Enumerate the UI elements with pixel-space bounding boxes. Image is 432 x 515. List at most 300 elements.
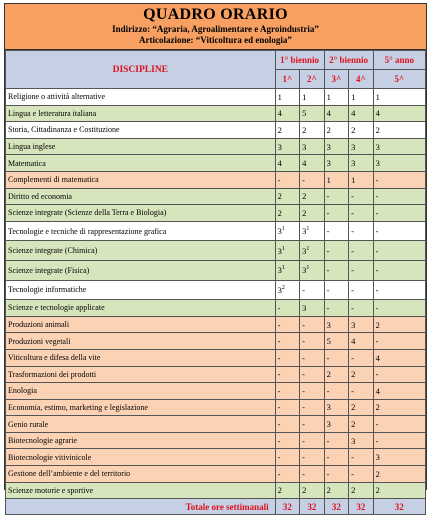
anno5-header: 5° anno xyxy=(373,51,425,70)
hours-value: - xyxy=(351,302,354,313)
discipline-name: Tecnologie e tecniche di rappresentazione grafica xyxy=(6,221,276,241)
hours-value: - xyxy=(326,207,330,218)
total-row xyxy=(6,499,426,515)
hours-cell xyxy=(373,432,425,449)
hours-value: 2 xyxy=(302,124,307,135)
hours-value: - xyxy=(277,402,281,413)
hours-value: 1 xyxy=(326,174,331,185)
hours-value: 4 xyxy=(302,158,307,169)
hours-cell xyxy=(275,432,300,449)
hours-cell xyxy=(349,432,374,449)
table-row xyxy=(6,138,426,155)
hours-value: 3 xyxy=(326,158,331,169)
hours-cell xyxy=(300,280,325,300)
hours-cell xyxy=(373,349,425,366)
hours-cell xyxy=(349,205,374,222)
table-row xyxy=(6,366,426,383)
table-row xyxy=(6,221,426,241)
hours-value: 2 xyxy=(302,485,307,496)
discipline-name: Scienze integrate (Fisica) xyxy=(6,260,276,280)
discipline-name: Diritto ed economia xyxy=(6,188,276,205)
hours-cell xyxy=(275,105,300,122)
hours-cell xyxy=(300,138,325,155)
discipline-name: Produzioni vegetali xyxy=(6,333,276,350)
hours-cell xyxy=(373,416,425,433)
hours-value: 4 xyxy=(351,108,356,119)
hours-cell xyxy=(300,349,325,366)
hours-cell xyxy=(300,188,325,205)
hours-cell xyxy=(324,399,349,416)
footnote-marker: 1 xyxy=(281,265,285,272)
hours-cell xyxy=(349,366,374,383)
hours-value: 1 xyxy=(351,174,356,185)
hours-cell xyxy=(300,221,325,241)
discipline-name: Viticoltura e difesa della vite xyxy=(6,349,276,366)
table-row xyxy=(6,300,426,317)
hours-cell xyxy=(275,171,300,188)
hours-value: - xyxy=(326,302,330,313)
table-row xyxy=(6,482,426,499)
hours-cell xyxy=(275,482,300,499)
hours-value: 3 xyxy=(351,435,356,446)
hours-value: 3 xyxy=(326,319,331,330)
hours-value: - xyxy=(326,191,330,202)
hours-value: 3 xyxy=(302,245,307,256)
total-year-3: 32 xyxy=(324,499,349,515)
hours-value: 2 xyxy=(326,369,331,380)
hours-value: - xyxy=(351,226,354,237)
hours-cell xyxy=(324,333,349,350)
hours-cell xyxy=(373,316,425,333)
hours-value: 2 xyxy=(302,207,307,218)
hours-cell xyxy=(349,300,374,317)
hours-cell xyxy=(324,482,349,499)
discipline-name: Scienze integrate (Chimica) xyxy=(6,241,276,261)
year-5-header: 5^ xyxy=(373,70,425,89)
hours-value: - xyxy=(302,319,305,330)
footnote-marker: 2 xyxy=(281,285,285,291)
hours-value: - xyxy=(351,352,354,363)
hours-value: 5 xyxy=(326,336,331,347)
hours-value: - xyxy=(351,385,354,396)
hours-value: - xyxy=(302,174,305,185)
hours-cell xyxy=(373,366,425,383)
table-header-banner xyxy=(5,4,426,50)
hours-value: 3 xyxy=(351,319,356,330)
discipline-name: Biotecnologie vitivinicole xyxy=(6,449,276,466)
hours-value: 4 xyxy=(351,336,356,347)
hours-cell xyxy=(373,89,425,106)
hours-value: 2 xyxy=(277,207,282,218)
hours-value: - xyxy=(326,284,330,295)
hours-cell xyxy=(349,449,374,466)
hours-cell xyxy=(373,260,425,280)
hours-value: 5 xyxy=(302,108,307,119)
hours-cell xyxy=(349,482,374,499)
hours-value: - xyxy=(277,352,281,363)
hours-value: 4 xyxy=(277,108,282,119)
hours-cell xyxy=(300,366,325,383)
hours-cell xyxy=(275,241,300,261)
hours-value: - xyxy=(351,468,354,479)
hours-cell xyxy=(275,122,300,139)
total-year-2: 32 xyxy=(300,499,325,515)
hours-value: 1 xyxy=(326,91,331,102)
hours-value: - xyxy=(302,385,305,396)
hours-value: - xyxy=(277,302,281,313)
hours-value: 3 xyxy=(277,245,282,256)
hours-cell xyxy=(300,300,325,317)
table-row xyxy=(6,188,426,205)
discipline-name: Trasformazioni dei prodotti xyxy=(6,366,276,383)
hours-value: - xyxy=(326,245,330,256)
hours-cell xyxy=(300,171,325,188)
hours-cell xyxy=(373,466,425,483)
hours-cell xyxy=(275,416,300,433)
hours-value: - xyxy=(351,452,354,463)
hours-value: - xyxy=(351,284,354,295)
hours-value: - xyxy=(326,468,330,479)
hours-cell xyxy=(349,105,374,122)
discipline-name: Lingua e letteratura italiana xyxy=(6,105,276,122)
discipline-name: Complementi di matematica xyxy=(6,171,276,188)
hours-value: 3 xyxy=(277,284,282,295)
hours-cell xyxy=(349,383,374,400)
hours-cell xyxy=(324,122,349,139)
discipline-name: Religione o attività alternative xyxy=(6,89,276,106)
hours-value: - xyxy=(302,452,305,463)
table-row xyxy=(6,349,426,366)
table-row xyxy=(6,105,426,122)
table-row xyxy=(6,280,426,300)
hours-cell xyxy=(349,399,374,416)
hours-cell xyxy=(300,432,325,449)
hours-value: - xyxy=(326,226,330,237)
table-row xyxy=(6,171,426,188)
hours-value: - xyxy=(277,174,281,185)
hours-cell xyxy=(275,333,300,350)
hours-value: 3 xyxy=(302,265,307,276)
year-1-header: 1^ xyxy=(275,70,300,89)
hours-value: - xyxy=(375,207,379,218)
hours-cell xyxy=(373,221,425,241)
hours-cell xyxy=(324,260,349,280)
hours-cell xyxy=(324,366,349,383)
hours-value: - xyxy=(302,336,305,347)
hours-value: - xyxy=(351,207,354,218)
hours-cell xyxy=(349,416,374,433)
table-row xyxy=(6,333,426,350)
hours-value: - xyxy=(326,352,330,363)
hours-cell xyxy=(300,383,325,400)
hours-cell xyxy=(373,482,425,499)
hours-cell xyxy=(324,449,349,466)
discipline-name: Scienze e tecnologie applicate xyxy=(6,300,276,317)
hours-value: 2 xyxy=(277,191,282,202)
footnote-marker: 1 xyxy=(306,226,310,233)
year-3-header: 3^ xyxy=(324,70,349,89)
hours-value: - xyxy=(375,174,379,185)
hours-cell xyxy=(373,241,425,261)
hours-value: 3 xyxy=(326,402,331,413)
hours-cell xyxy=(373,205,425,222)
hours-value: 3 xyxy=(277,226,282,237)
hours-cell xyxy=(373,280,425,300)
hours-value: - xyxy=(302,419,305,430)
footnote-marker: 1 xyxy=(306,245,310,252)
hours-cell xyxy=(373,399,425,416)
hours-cell xyxy=(349,89,374,106)
hours-value: 2 xyxy=(302,191,307,202)
hours-cell xyxy=(300,260,325,280)
hours-cell xyxy=(349,260,374,280)
hours-value: 2 xyxy=(351,419,356,430)
hours-cell xyxy=(300,466,325,483)
table-row xyxy=(6,466,426,483)
table-row xyxy=(6,122,426,139)
hours-value: 3 xyxy=(277,141,282,152)
total-label: Totale ore settimanali xyxy=(6,499,276,515)
hours-value: - xyxy=(375,302,379,313)
table-row xyxy=(6,205,426,222)
table-row xyxy=(6,449,426,466)
hours-value: - xyxy=(277,369,281,380)
indirizzo-line: Indirizzo: “Agraria, Agroalimentare e Agroindustria” xyxy=(112,24,319,34)
hours-cell xyxy=(324,171,349,188)
hours-value: - xyxy=(302,284,305,295)
hours-cell xyxy=(275,466,300,483)
hours-value: - xyxy=(375,435,379,446)
hours-value: 1 xyxy=(375,91,380,102)
hours-cell xyxy=(300,482,325,499)
hours-value: 3 xyxy=(326,419,331,430)
hours-cell xyxy=(324,349,349,366)
hours-value: - xyxy=(326,452,330,463)
hours-value: 3 xyxy=(375,141,380,152)
hours-cell xyxy=(349,122,374,139)
hours-cell xyxy=(275,260,300,280)
discipline-name: Tecnologie informatiche xyxy=(6,280,276,300)
hours-cell xyxy=(275,300,300,317)
hours-value: - xyxy=(302,352,305,363)
hours-cell xyxy=(349,349,374,366)
hours-cell xyxy=(349,280,374,300)
hours-cell xyxy=(324,316,349,333)
hours-value: 3 xyxy=(375,452,380,463)
table-row xyxy=(6,383,426,400)
hours-cell xyxy=(300,89,325,106)
hours-value: 2 xyxy=(326,485,331,496)
discipline-name: Gestione dell’ambiente e del territorio xyxy=(6,466,276,483)
hours-value: 3 xyxy=(351,158,356,169)
hours-cell xyxy=(324,300,349,317)
hours-value: 3 xyxy=(302,302,307,313)
hours-cell xyxy=(275,366,300,383)
table-row xyxy=(6,155,426,172)
total-year-1: 32 xyxy=(275,499,300,515)
hours-cell xyxy=(324,383,349,400)
hours-cell xyxy=(324,416,349,433)
hours-cell xyxy=(373,383,425,400)
hours-value: - xyxy=(375,284,379,295)
year-2-header: 2^ xyxy=(300,70,325,89)
hours-value: - xyxy=(302,435,305,446)
hours-value: - xyxy=(277,452,281,463)
hours-value: - xyxy=(351,245,354,256)
hours-value: - xyxy=(351,265,354,276)
hours-value: 3 xyxy=(302,226,307,237)
hours-cell xyxy=(349,138,374,155)
hours-cell xyxy=(349,188,374,205)
hours-cell xyxy=(275,188,300,205)
hours-value: 1 xyxy=(351,91,356,102)
hours-value: - xyxy=(375,191,379,202)
hours-value: - xyxy=(302,402,305,413)
hours-value: 4 xyxy=(277,158,282,169)
hours-cell xyxy=(349,221,374,241)
hours-cell xyxy=(300,316,325,333)
schedule-table-frame xyxy=(4,3,427,512)
hours-value: 2 xyxy=(351,124,356,135)
hours-cell xyxy=(324,432,349,449)
table-row xyxy=(6,89,426,106)
schedule-body xyxy=(6,89,426,499)
hours-value: 2 xyxy=(326,124,331,135)
hours-value: 3 xyxy=(375,158,380,169)
hours-cell xyxy=(300,122,325,139)
discipline-name: Matematica xyxy=(6,155,276,172)
hours-value: 1 xyxy=(302,91,307,102)
total-year-4: 32 xyxy=(349,499,374,515)
hours-value: 2 xyxy=(375,468,380,479)
hours-cell xyxy=(324,89,349,106)
hours-value: - xyxy=(375,336,379,347)
hours-cell xyxy=(300,155,325,172)
discipline-name: Economia, estimo, marketing e legislazione xyxy=(6,399,276,416)
hours-cell xyxy=(275,155,300,172)
hours-value: 2 xyxy=(277,485,282,496)
hours-value: - xyxy=(326,385,330,396)
discipline-name: Scienze motorie e sportive xyxy=(6,482,276,499)
hours-value: - xyxy=(302,468,305,479)
hours-cell xyxy=(275,383,300,400)
column-group-header-row xyxy=(6,51,426,70)
discipline-name: Storia, Cittadinanza e Costituzione xyxy=(6,122,276,139)
hours-cell xyxy=(275,316,300,333)
hours-value: 2 xyxy=(375,124,380,135)
hours-cell xyxy=(324,241,349,261)
hours-cell xyxy=(349,333,374,350)
discipline-column-header: DISCIPLINE xyxy=(6,51,276,89)
hours-cell xyxy=(349,466,374,483)
hours-value: 2 xyxy=(277,124,282,135)
hours-cell xyxy=(373,138,425,155)
hours-value: - xyxy=(277,336,281,347)
hours-cell xyxy=(324,105,349,122)
hours-cell xyxy=(300,205,325,222)
hours-value: 4 xyxy=(375,352,380,363)
hours-value: 4 xyxy=(375,108,380,119)
hours-cell xyxy=(373,105,425,122)
hours-cell xyxy=(275,349,300,366)
hours-cell xyxy=(300,449,325,466)
hours-cell xyxy=(373,171,425,188)
total-year-5: 32 xyxy=(373,499,425,515)
hours-cell xyxy=(373,155,425,172)
hours-cell xyxy=(300,399,325,416)
hours-cell xyxy=(324,205,349,222)
articolazione-line: Articolazione: “Viticoltura ed enologia” xyxy=(139,35,292,45)
footnote-marker: 1 xyxy=(281,245,285,252)
table-row xyxy=(6,432,426,449)
hours-cell xyxy=(324,280,349,300)
hours-cell xyxy=(373,300,425,317)
hours-value: 2 xyxy=(351,402,356,413)
hours-cell xyxy=(275,449,300,466)
discipline-name: Lingua inglese xyxy=(6,138,276,155)
hours-value: 2 xyxy=(351,369,356,380)
hours-cell xyxy=(349,316,374,333)
biennio1-header: 1° biennio xyxy=(275,51,324,70)
discipline-name: Biotecnologie agrarie xyxy=(6,432,276,449)
hours-value: - xyxy=(326,265,330,276)
hours-value: 2 xyxy=(375,402,380,413)
hours-cell xyxy=(324,155,349,172)
page-title: QUADRO ORARIO xyxy=(143,6,288,23)
hours-value: - xyxy=(375,226,379,237)
hours-value: - xyxy=(277,419,281,430)
table-row xyxy=(6,399,426,416)
biennio2-header: 2° biennio xyxy=(324,51,373,70)
footnote-marker: 1 xyxy=(281,226,285,233)
table-row xyxy=(6,416,426,433)
footnote-marker: 1 xyxy=(306,265,310,272)
hours-cell xyxy=(373,188,425,205)
hours-cell xyxy=(349,155,374,172)
hours-value: - xyxy=(375,265,379,276)
hours-cell xyxy=(300,105,325,122)
hours-cell xyxy=(275,138,300,155)
hours-value: 3 xyxy=(326,141,331,152)
discipline-name: Genio rurale xyxy=(6,416,276,433)
hours-cell xyxy=(349,171,374,188)
hours-cell xyxy=(275,280,300,300)
table-row xyxy=(6,260,426,280)
hours-value: 2 xyxy=(375,319,380,330)
hours-cell xyxy=(373,122,425,139)
discipline-name: Scienze integrate (Scienze della Terra e Biologia) xyxy=(6,205,276,222)
hours-value: - xyxy=(277,319,281,330)
hours-value: 2 xyxy=(351,485,356,496)
hours-cell xyxy=(373,449,425,466)
hours-cell xyxy=(324,466,349,483)
schedule-table xyxy=(5,50,426,515)
hours-value: - xyxy=(302,369,305,380)
table-row xyxy=(6,316,426,333)
hours-value: 4 xyxy=(375,385,380,396)
hours-value: 2 xyxy=(375,485,380,496)
hours-cell xyxy=(349,241,374,261)
hours-cell xyxy=(275,399,300,416)
hours-cell xyxy=(324,221,349,241)
hours-cell xyxy=(275,205,300,222)
hours-cell xyxy=(300,416,325,433)
hours-cell xyxy=(275,89,300,106)
hours-value: - xyxy=(277,435,281,446)
hours-value: 3 xyxy=(277,265,282,276)
hours-value: - xyxy=(351,191,354,202)
hours-value: 3 xyxy=(302,141,307,152)
